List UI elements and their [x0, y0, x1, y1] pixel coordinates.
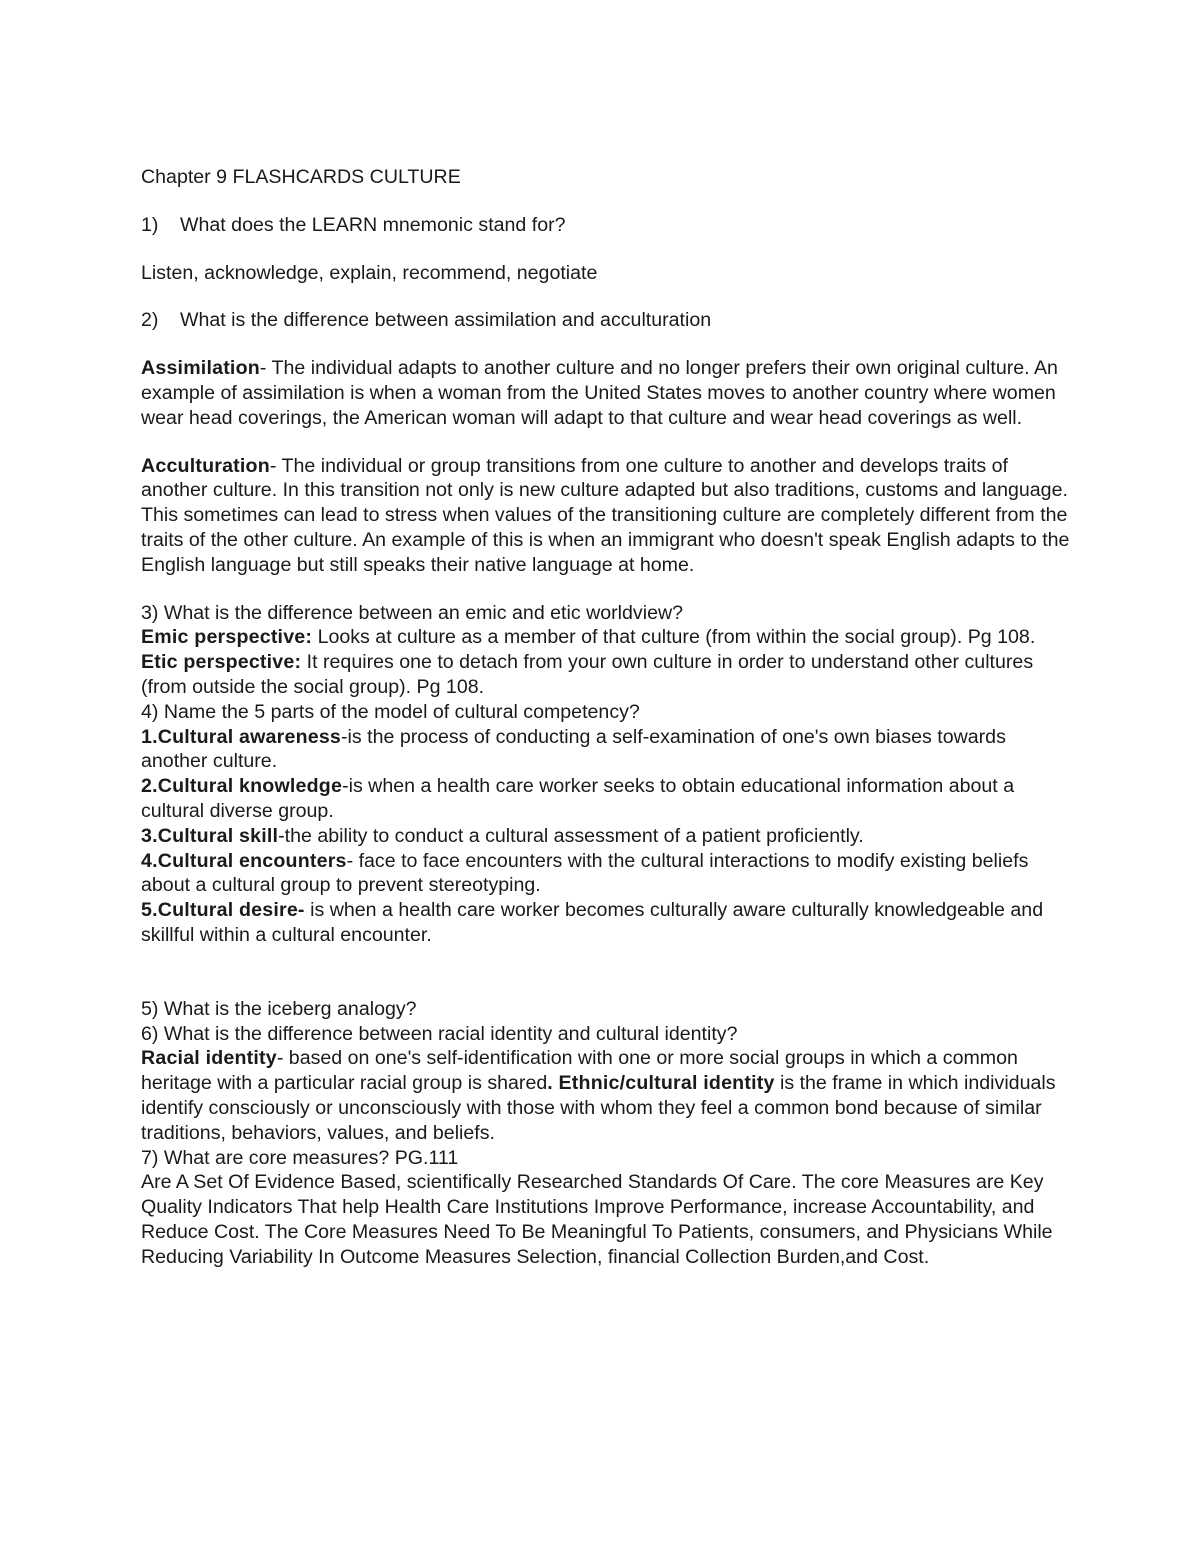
question-2-text: What is the difference between assimilation and acculturation [180, 309, 712, 332]
cultural-identity-text: is the frame in which individuals identify consciously or unconsciously with those with whom they feel a common bond because of similar traditions, behaviors, values, and beliefs. [141, 1072, 1056, 1144]
assimilation-term: Assimilation [141, 357, 260, 380]
competency-part-3-text: -the ability to conduct a cultural assessment of a patient proficiently. [278, 824, 864, 847]
competency-part-4 [141, 849, 1071, 899]
question-1-number: 1) [141, 213, 159, 236]
competency-part-4-term: 4.Cultural encounters [141, 849, 347, 872]
document-title: Chapter 9 FLASHCARDS CULTURE [141, 166, 461, 188]
question-4: 4) Name the 5 parts of the model of cultural competency? [141, 700, 640, 723]
answer-7: Are A Set Of Evidence Based, scientifically Researched Standards Of Care. The core Measures are Key Quality Indicators That help Health Care Institutions Improve Performance, increase Accountability, and Reduce Cost. The Core Measures Need To Be Meaningful To Patients, consumers, and Physicians While Reducing Variability In Outcome Measures Selection, financial Collection Burden,and Cost. [141, 1171, 1053, 1268]
question-6: 6) What is the difference between racial identity and cultural identity? [141, 1022, 738, 1045]
competency-part-4-text: - face to face encounters with the cultural interactions to modify existing beliefs about a cultural group to prevent stereotyping. [141, 849, 1029, 897]
competency-part-2-text: -is when a health care worker seeks to obtain educational information about a cultural diverse group. [141, 775, 1015, 822]
question-3: 3) What is the difference between an emic and etic worldview? [141, 601, 684, 624]
etic-term: Etic perspective: [141, 651, 302, 674]
question-1-text: What does the LEARN mnemonic stand for? [180, 213, 566, 236]
competency-part-2 [141, 774, 1071, 824]
assimilation-definition [141, 356, 1071, 430]
acculturation-text: - The individual or group transitions from one culture to another and develops traits of another culture. In this transition not only is new culture adapted but also traditions, customs and language. This sometimes can lead to stress when values of the transitioning culture are completely different from the traits of the other culture. An example of this is when an immigrant who doesn't speak English adapts to the English language but still speaks their native language at home. [141, 454, 1070, 576]
question-7: 7) What are core measures? PG.111 [141, 1146, 459, 1169]
cultural-identity-term: . Ethnic/cultural identity [547, 1072, 775, 1095]
competency-part-5-term: 5.Cultural desire- [141, 899, 305, 922]
competency-part-5-text: is when a health care worker becomes culturally aware culturally knowledgeable and skillful within a cultural encounter. [141, 899, 1044, 946]
emic-definition [141, 625, 1071, 650]
answer-1: Listen, acknowledge, explain, recommend, negotiate [141, 261, 598, 284]
acculturation-term: Acculturation [141, 454, 270, 477]
question-1 [141, 213, 1071, 238]
assimilation-text: - The individual adapts to another culture and no longer prefers their own original culture. An example of assimilation is when a woman from the United States moves to another country where women wear head coverings, the American woman will adapt to that culture and wear head coverings as well. [141, 357, 1058, 429]
competency-part-5 [141, 898, 1071, 948]
question-2 [141, 308, 1071, 333]
competency-part-3-term: 3.Cultural skill [141, 824, 279, 847]
document-body [141, 165, 1071, 1269]
competency-part-1 [141, 725, 1071, 775]
racial-identity-term: Racial identity [141, 1047, 277, 1070]
competency-part-1-text: -is the process of conducting a self-examination of one's own biases towards another culture. [141, 725, 1006, 773]
emic-term: Emic perspective: [141, 626, 313, 649]
question-2-number: 2) [141, 309, 159, 332]
competency-part-1-term: 1.Cultural awareness [141, 725, 342, 748]
etic-definition [141, 650, 1071, 700]
question-5: 5) What is the iceberg analogy? [141, 997, 417, 1020]
racial-identity-text: - based on one's self-identification with one or more social groups in which a common heritage with a particular racial group is shared [141, 1047, 1018, 1095]
acculturation-definition [141, 454, 1071, 578]
competency-part-2-term: 2.Cultural knowledge [141, 775, 343, 798]
competency-part-3 [141, 824, 1071, 849]
emic-text: Looks at culture as a member of that culture (from within the social group). Pg 108. [312, 626, 1036, 649]
identity-definitions [141, 1046, 1071, 1145]
etic-text: It requires one to detach from your own culture in order to understand other cultures (from outside the social group). Pg 108. [141, 651, 1034, 698]
